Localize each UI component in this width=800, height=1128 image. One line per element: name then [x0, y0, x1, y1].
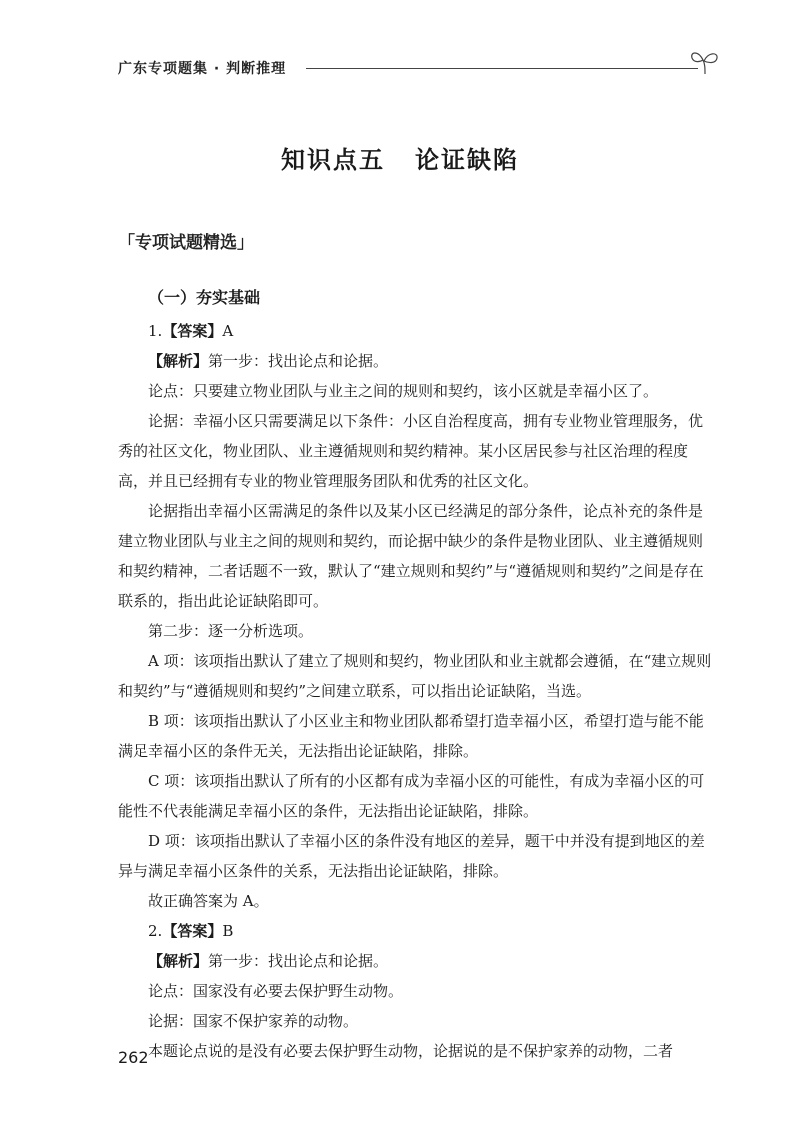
sprout-icon	[688, 44, 722, 78]
q1-evidence: 论据：幸福小区只需要满足以下条件：小区自治程度高，拥有专业物业管理服务，优秀的社区文化，物业团队、业主遵循规则和契约精神。某小区居民参与社区治理的程度高，并且已经拥有专业的物业管理服务团队和优秀的社区文化。	[118, 412, 704, 490]
answer-tag: 【答案】	[162, 322, 223, 340]
q1-analysis-line: 【解析】第一步：找出论点和论据。	[148, 352, 389, 370]
q1-answer-line: 1.【答案】A	[148, 322, 234, 340]
q2-reasoning: 本题论点说的是没有必要去保护野生动物，论据说的是不保护家养的动物，二者	[148, 1042, 674, 1060]
section-title: 「专项试题精选」	[118, 233, 254, 253]
q2-analysis-line: 【解析】第一步：找出论点和论据。	[148, 952, 389, 970]
running-header	[118, 52, 728, 82]
q1-step2: 第二步：逐一分析选项。	[148, 622, 314, 640]
answer-explanations	[118, 316, 716, 1066]
q2-answer-line: 2.【答案】B	[148, 922, 234, 940]
chapter-number: 知识点五	[281, 146, 385, 174]
page-number: 262	[118, 1048, 149, 1067]
analysis-tag: 【解析】	[148, 352, 209, 370]
answer-tag: 【答案】	[162, 922, 223, 940]
subsection-title: （一）夯实基础	[148, 288, 261, 307]
q1-option-d: D 项：该项指出默认了幸福小区的条件没有地区的差异，题干中并没有提到地区的差异与满足幸福小区条件的关系，无法指出论证缺陷，排除。	[118, 832, 705, 880]
q1-conclusion: 故正确答案为 A。	[148, 892, 269, 910]
header-rule	[306, 68, 698, 69]
q1-option-c: C 项：该项指出默认了所有的小区都有成为幸福小区的可能性，有成为幸福小区的可能性不代表能满足幸福小区的条件，无法指出论证缺陷，排除。	[118, 772, 705, 820]
chapter-name: 论证缺陷	[415, 146, 519, 174]
answer-value: B	[222, 922, 234, 940]
q1-claim: 论点：只要建立物业团队与业主之间的规则和契约，该小区就是幸福小区了。	[148, 382, 659, 400]
q1-option-b: B 项：该项指出默认了小区业主和物业团队都希望打造幸福小区，希望打造与能不能满足幸福小区的条件无关，无法指出论证缺陷，排除。	[118, 712, 704, 760]
answer-value: A	[222, 322, 234, 340]
running-header-title: 广东专项题集 · 判断推理	[118, 61, 287, 77]
q1-option-a: A 项：该项指出默认了建立了规则和契约，物业团队和业主就都会遵循，在“建立规则和契约”与“遵循规则和契约”之间建立联系，可以指出论证缺陷，当选。	[118, 652, 712, 700]
q2-claim: 论点：国家没有必要去保护野生动物。	[148, 982, 404, 1000]
q2-evidence: 论据：国家不保护家养的动物。	[148, 1012, 359, 1030]
analysis-tag: 【解析】	[148, 952, 209, 970]
q1-reasoning: 论据指出幸福小区需满足的条件以及某小区已经满足的部分条件，论点补充的条件是建立物业团队与业主之间的规则和契约，而论据中缺少的条件是物业团队、业主遵循规则和契约精神，二者话题不一致，默认了“建立规则和契约”与“遵循规则和契约”之间是存在联系的，指出此论证缺陷即可。	[118, 502, 704, 610]
chapter-title	[0, 140, 800, 175]
